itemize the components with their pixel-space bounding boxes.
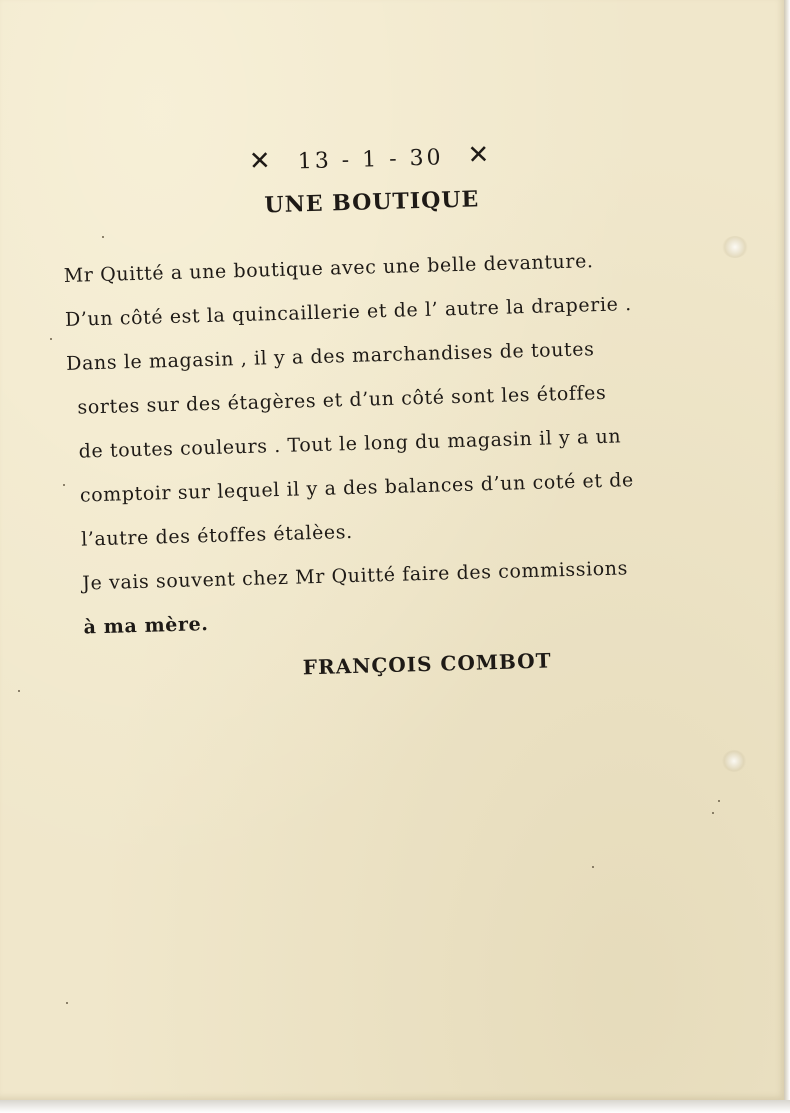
paper-speck bbox=[592, 866, 594, 868]
paper-speck bbox=[718, 800, 720, 802]
document-date: 13 - 1 - 30 bbox=[297, 145, 444, 175]
cross-mark-icon: ✕ bbox=[467, 139, 493, 171]
body-line: sortes sur des étagères et d’un côté sont les étoffes bbox=[77, 381, 607, 419]
paper-blemish bbox=[722, 750, 746, 772]
document-date-line bbox=[240, 140, 501, 177]
body-line: D’un côté est la quincaillerie et de l’ autre la draperie . bbox=[64, 293, 633, 331]
paper-blemish bbox=[722, 236, 748, 258]
body-line: Mr Quitté a une boutique avec une belle devanture. bbox=[63, 250, 594, 287]
body-line: à ma mère. bbox=[83, 613, 209, 639]
signature-name: FRANÇOIS COMBOT bbox=[302, 648, 552, 680]
paper-speck bbox=[50, 338, 52, 340]
cross-mark-icon: ✕ bbox=[248, 146, 275, 177]
body-line: Dans le magasin , il y a des marchandises de toutes bbox=[65, 338, 595, 375]
document-title: UNE BOUTIQUE bbox=[264, 186, 480, 219]
body-line: l’autre des étoffes étalèes. bbox=[80, 520, 354, 551]
body-line: de toutes couleurs . Tout le long du magasin il y a un bbox=[78, 425, 622, 463]
paper-speck bbox=[712, 812, 714, 814]
paper-speck bbox=[66, 1002, 68, 1004]
page-edge bbox=[784, 0, 790, 1113]
document-body bbox=[63, 237, 694, 650]
document-content bbox=[60, 123, 695, 686]
body-line: Je vais souvent chez Mr Quitté faire des commissions bbox=[82, 557, 629, 595]
paper-speck bbox=[63, 484, 65, 486]
paper-speck bbox=[18, 690, 20, 692]
body-line: comptoir sur lequel il y a des balances d’un coté et de bbox=[79, 469, 635, 507]
page-edge bbox=[0, 1100, 790, 1113]
